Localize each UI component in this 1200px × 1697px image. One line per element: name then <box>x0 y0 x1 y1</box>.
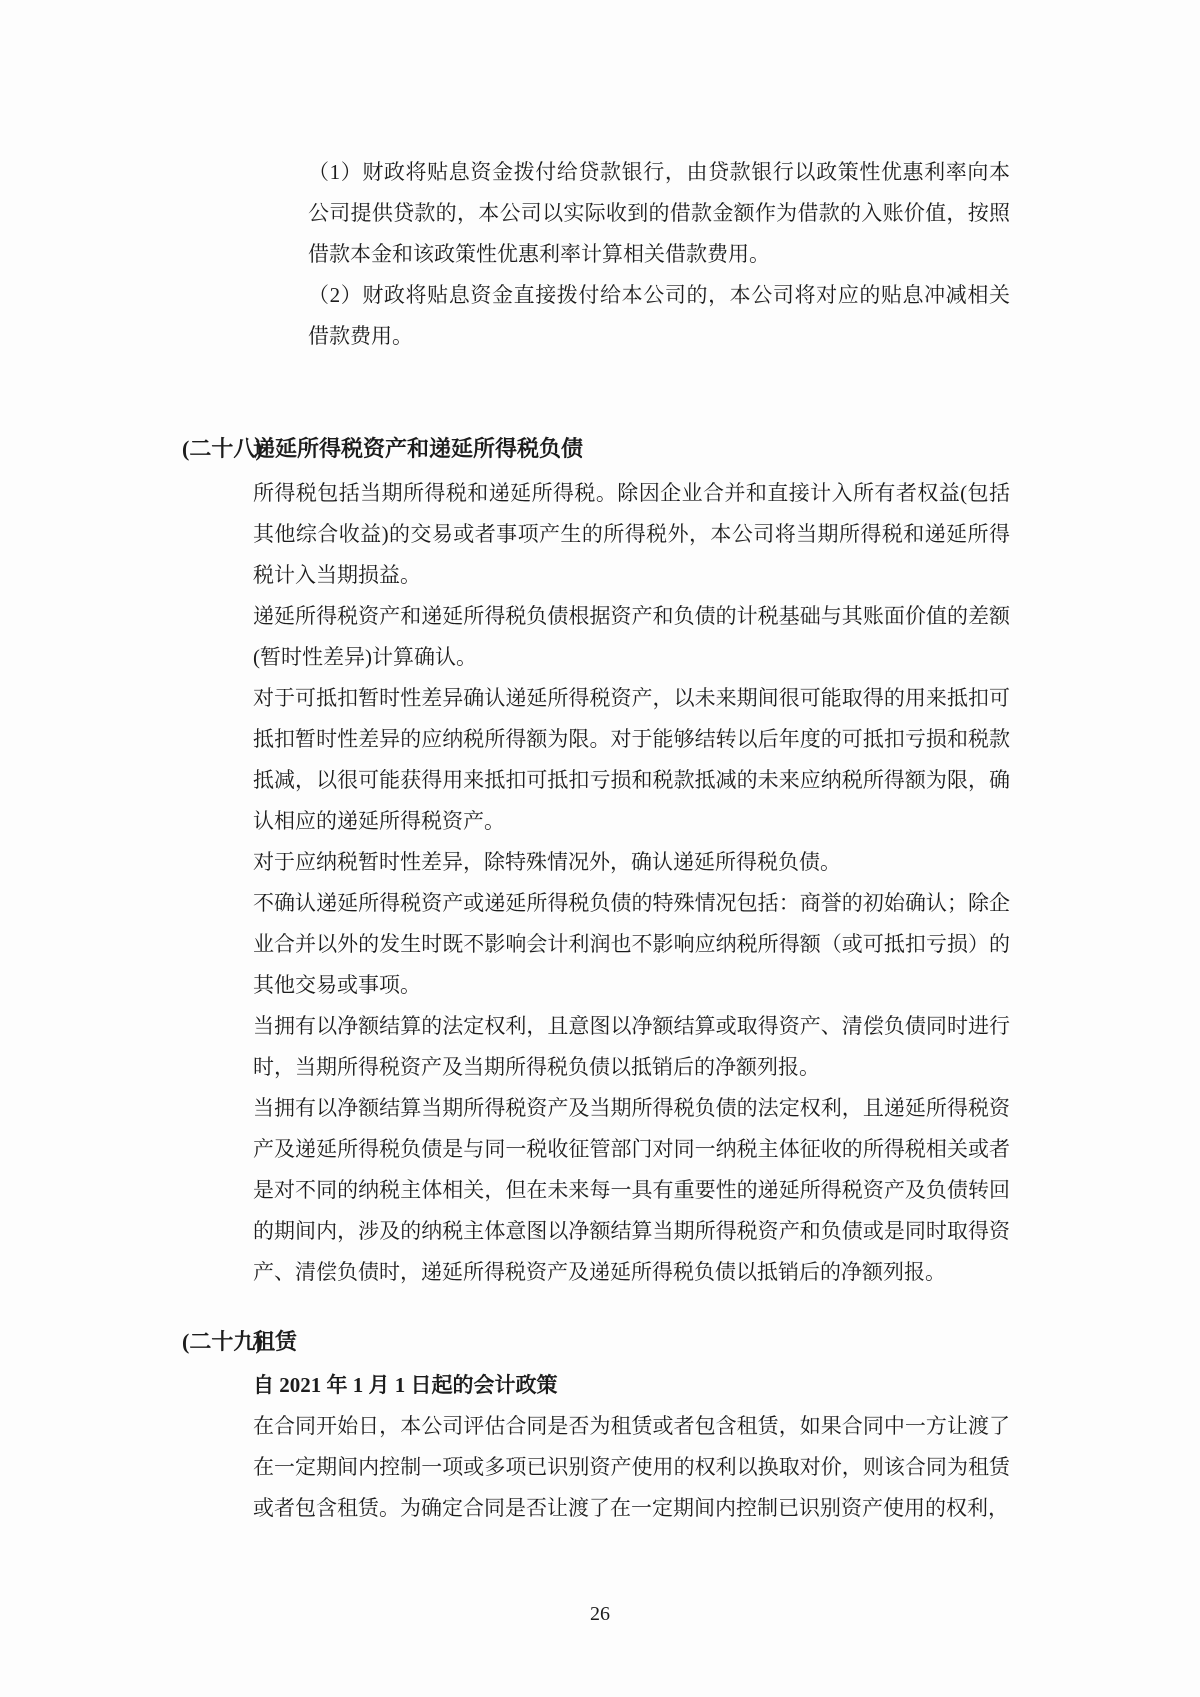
section-29-number: (二十九) <box>182 1329 263 1354</box>
intro-paragraph-2: （2）财政将贴息资金直接拨付给本公司的，本公司将对应的贴息冲减相关借款费用。 <box>308 283 1010 348</box>
section-28-heading <box>182 435 583 463</box>
paragraph: 不确认递延所得税资产或递延所得税负债的特殊情况包括：商誉的初始确认；除企业合并以外的发生时既不影响会计利润也不影响应纳税所得额（或可抵扣亏损）的其他交易或事项。 <box>253 891 1010 997</box>
page-footer <box>0 1602 1200 1626</box>
section-28-body <box>253 473 1010 1293</box>
section-29-title: 租赁 <box>253 1329 298 1354</box>
paragraph: 所得税包括当期所得税和递延所得税。除因企业合并和直接计入所有者权益(包括其他综合收益)的交易或者事项产生的所得税外，本公司将当期所得税和递延所得税计入当期损益。 <box>253 481 1010 587</box>
section-28-title: 递延所得税资产和递延所得税负债 <box>253 436 584 461</box>
paragraph: 在合同开始日，本公司评估合同是否为租赁或者包含租赁，如果合同中一方让渡了在一定期间内控制一项或多项已识别资产使用的权利以换取对价，则该合同为租赁或者包含租赁。为确定合同是否让渡了在一定期间内控制已识别资产使用的权利， <box>253 1414 1010 1520</box>
page-number: 26 <box>590 1603 610 1625</box>
paragraph: 递延所得税资产和递延所得税负债根据资产和负债的计税基础与其账面价值的差额(暂时性差异)计算确认。 <box>253 604 1010 669</box>
section-28-number: (二十八) <box>182 436 263 461</box>
section-29-heading <box>182 1328 297 1356</box>
paragraph: 当拥有以净额结算当期所得税资产及当期所得税负债的法定权利，且递延所得税资产及递延所得税负债是与同一税收征管部门对同一纳税主体征收的所得税相关或者是对不同的纳税主体相关，但在未来每一具有重要性的递延所得税资产及负债转回的期间内，涉及的纳税主体意图以净额结算当期所得税资产和负债或是同时取得资产、清偿负债时，递延所得税资产及递延所得税负债以抵销后的净额列报。 <box>253 1096 1010 1284</box>
intro-block <box>308 152 1010 357</box>
paragraph: 当拥有以净额结算的法定权利，且意图以净额结算或取得资产、清偿负债同时进行时，当期所得税资产及当期所得税负债以抵销后的净额列报。 <box>253 1014 1010 1079</box>
paragraph: 对于可抵扣暂时性差异确认递延所得税资产，以未来期间很可能取得的用来抵扣可抵扣暂时性差异的应纳税所得额为限。对于能够结转以后年度的可抵扣亏损和税款抵减，以很可能获得用来抵扣可抵扣亏损和税款抵减的未来应纳税所得额为限，确认相应的递延所得税资产。 <box>253 686 1010 833</box>
intro-paragraph-1: （1）财政将贴息资金拨付给贷款银行，由贷款银行以政策性优惠利率向本公司提供贷款的，本公司以实际收到的借款金额作为借款的入账价值，按照借款本金和该政策性优惠利率计算相关借款费用。 <box>308 160 1010 266</box>
section-29-subheading: 自 2021 年 1 月 1 日起的会计政策 <box>253 1373 558 1397</box>
paragraph: 对于应纳税暂时性差异，除特殊情况外，确认递延所得税负债。 <box>253 850 841 874</box>
section-29-body <box>253 1365 1010 1529</box>
